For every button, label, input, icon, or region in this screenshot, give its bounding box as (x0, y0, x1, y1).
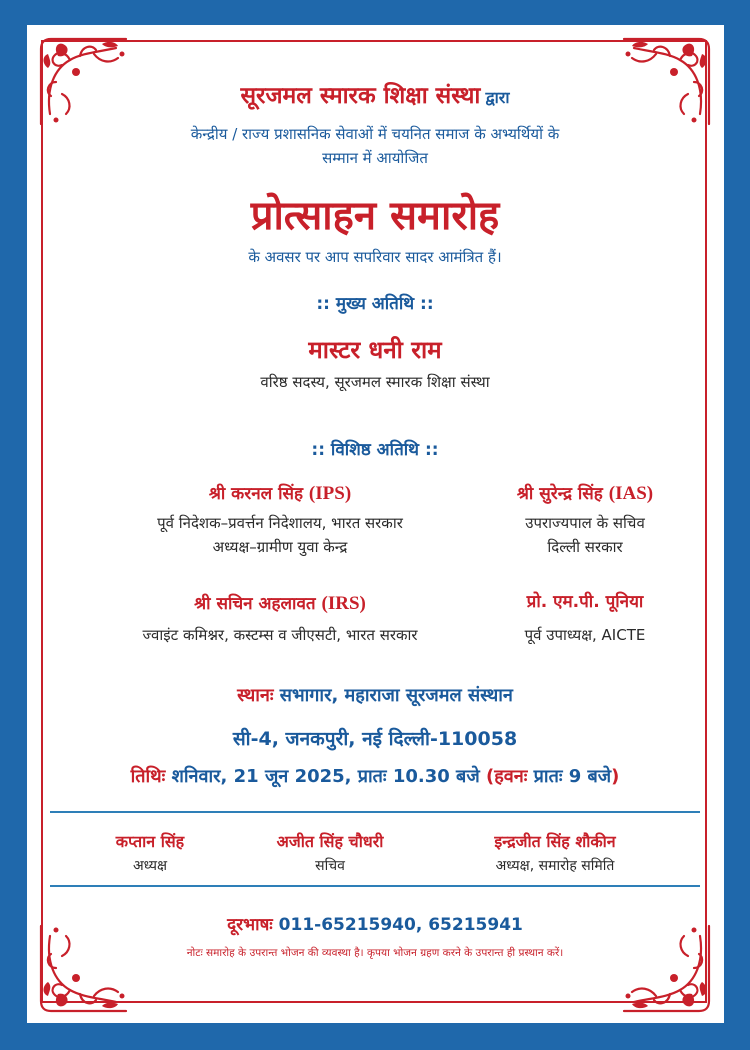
org-by: द्वारा (485, 88, 510, 107)
organizer-1-name: कप्तान सिंह (115, 832, 185, 851)
date-paren-close: ) (611, 766, 620, 787)
chief-guest-name: मास्टर धनी राम (308, 336, 442, 364)
org-name: सूरजमल स्मारक शिक्षा संस्था (240, 83, 481, 109)
guest-3-service: (IRS) (321, 593, 366, 614)
chief-guest-role: वरिष्ठ सदस्य, सूरजमल स्मारक शिक्षा संस्था (260, 373, 490, 391)
intro-line-1: केन्द्रीय / राज्य प्रशासनिक सेवाओं में चयनित समाज के अभ्यर्थियों के (190, 125, 560, 143)
divider-top (50, 811, 700, 813)
guest-1-line-1: पूर्व निदेशक–प्रवर्त्तन निदेशालय, भारत सरकार (157, 514, 403, 532)
intro-line-2: सम्मान में आयोजित (322, 149, 428, 167)
guest-3-line-1: ज्वाइंट कमिश्नर, कस्टम्स व जीएसटी, भारत सरकार (142, 626, 418, 644)
venue-line-1 (90, 683, 660, 707)
venue-label: स्थानः (237, 685, 274, 706)
phone-label: दूरभाषः (227, 915, 273, 935)
ornament-corner-icon (619, 921, 714, 1016)
ornament-corner-icon (36, 34, 131, 129)
organizer-2-title: सचिव (315, 858, 345, 874)
organizer-1-title: अध्यक्ष (132, 858, 168, 874)
phone-line (120, 912, 630, 935)
guest-2-name-text: श्री सुरेन्द्र सिंह (516, 484, 603, 504)
guest-4-name: प्रो. एम.पी. पूनिया (526, 592, 644, 612)
organizer-2-name: अजीत सिंह चौधरी (276, 832, 384, 851)
guest-1-service: (IPS) (308, 483, 352, 504)
phone-numbers: 011-65215940, 65215941 (278, 915, 523, 935)
chief-guest-heading: :: मुख्य अतिथि :: (316, 294, 434, 314)
invitation-text: के अवसर पर आप सपरिवार सादर आमंत्रित हैं। (248, 248, 502, 266)
date-text: शनिवार, 21 जून 2025, प्रातः 10.30 बजे (171, 766, 480, 787)
guest-3-name (60, 591, 500, 615)
venue-line-2: सी-4, जनकपुरी, नई दिल्ली-110058 (232, 728, 518, 750)
guest-1-line-2: अध्यक्ष–ग्रामीण युवा केन्द्र (212, 538, 348, 556)
guest-1-name-text: श्री करनल सिंह (208, 484, 303, 504)
guest-2-name (470, 481, 700, 505)
guest-4-line-1: पूर्व उपाध्यक्ष, AICTE (524, 626, 646, 644)
date-line (50, 764, 700, 788)
org-line (120, 78, 630, 110)
guest-3-name-text: श्री सचिन अहलावत (194, 594, 316, 614)
event-title: प्रोत्साहन समारोह (250, 193, 500, 239)
venue-name: सभागार, महाराजा सूरजमल संस्थान (279, 685, 513, 706)
havan-time: प्रातः 9 बजे (533, 766, 612, 787)
organizer-3-title: अध्यक्ष, समारोह समिति (495, 858, 615, 874)
footer-note: नोटः समारोह के उपरान्त भोजन की व्यवस्था है। कृपया भोजन ग्रहण करने के उपरान्त ही प्रस्थान करें। (186, 947, 564, 959)
havan-label: हवनः (494, 766, 528, 787)
divider-bottom (50, 885, 700, 887)
guest-2-line-1: उपराज्यपाल के सचिव (525, 514, 645, 532)
guest-1-name (60, 481, 500, 505)
date-paren-open: ( (485, 766, 495, 787)
guest-2-line-2: दिल्ली सरकार (547, 538, 623, 556)
guest-2-service: (IAS) (608, 483, 654, 504)
date-label: तिथिः (130, 766, 166, 787)
ornament-corner-icon (619, 34, 714, 129)
organizer-3-name: इन्द्रजीत सिंह शौकीन (494, 832, 616, 851)
special-guests-heading: :: विशिष्ठ अतिथि :: (311, 440, 439, 460)
ornament-corner-icon (36, 921, 131, 1016)
